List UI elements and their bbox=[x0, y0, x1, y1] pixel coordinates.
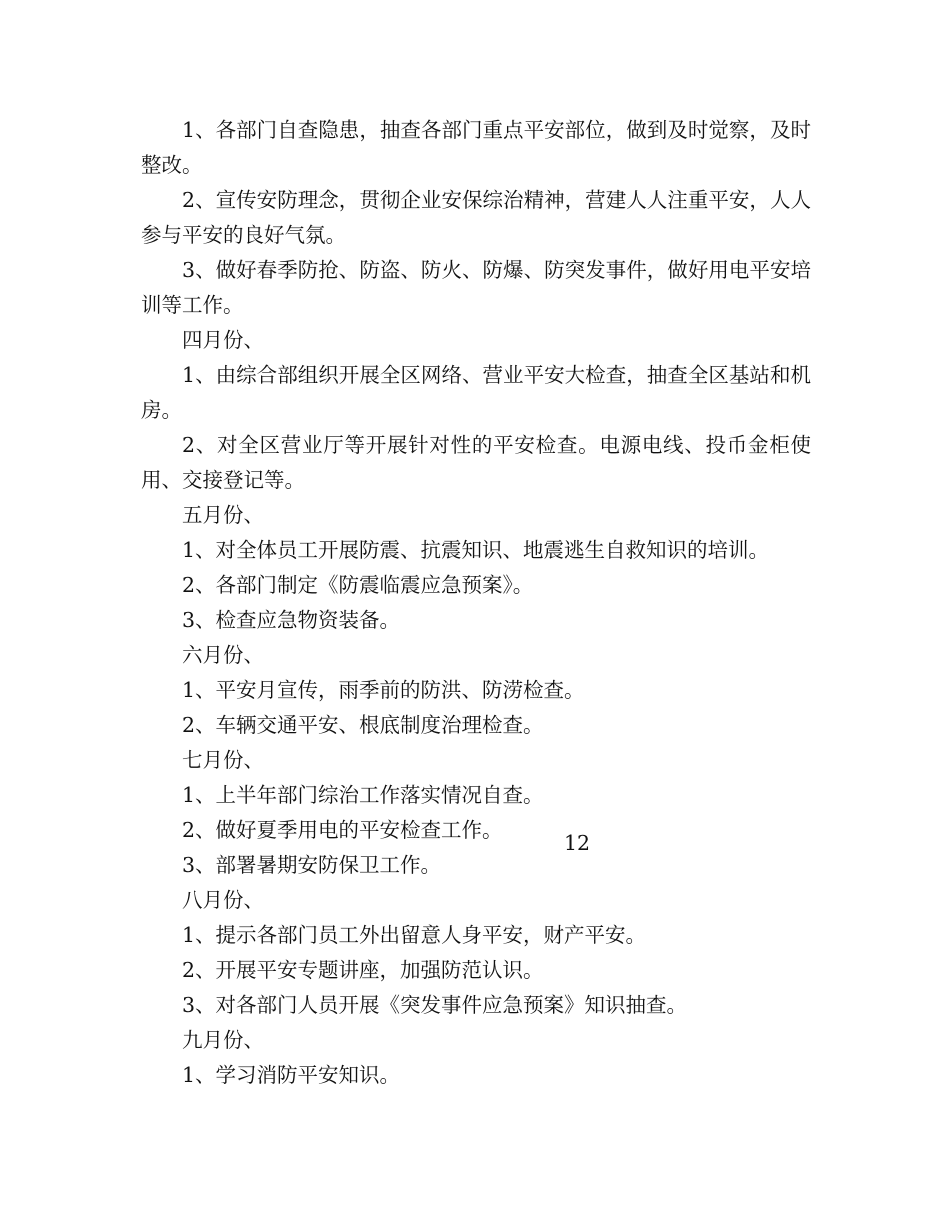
paragraph-8: 1、对全体员工开展防震、抗震知识、地震逃生自救知识的培训。 bbox=[182, 538, 770, 562]
paragraph-12: 1、平安月宣传，雨季前的防洪、防涝检查。 bbox=[182, 678, 585, 702]
paragraph-21: 3、对各部门人员开展《突发事件应急预案》知识抽查。 bbox=[182, 993, 688, 1017]
month-heading-april: 四月份、 bbox=[182, 328, 264, 352]
month-heading-july: 七月份、 bbox=[182, 748, 264, 772]
paragraph-9: 2、各部门制定《防震临震应急预案》。 bbox=[182, 573, 534, 597]
paragraph-3: 3、做好春季防抢、防盗、防火、防爆、防突发事件，做好用电平安培训等工作。 bbox=[141, 258, 811, 317]
paragraph-5: 1、由综合部组织开展全区网络、营业平安大检查，抽查全区基站和机房。 bbox=[141, 363, 811, 422]
paragraph-23: 1、学习消防平安知识。 bbox=[182, 1063, 401, 1087]
paragraph-20: 2、开展平安专题讲座，加强防范认识。 bbox=[182, 958, 544, 982]
month-heading-september: 九月份、 bbox=[182, 1028, 264, 1052]
paragraph-19: 1、提示各部门员工外出留意人身平安，财产平安。 bbox=[182, 923, 647, 947]
page-number: 12 bbox=[564, 831, 591, 855]
paragraph-1: 1、各部门自查隐患，抽查各部门重点平安部位，做到及时觉察，及时整改。 bbox=[141, 118, 811, 177]
paragraph-15: 1、上半年部门综治工作落实情况自查。 bbox=[182, 783, 544, 807]
month-heading-june: 六月份、 bbox=[182, 643, 264, 667]
month-heading-may: 五月份、 bbox=[182, 503, 264, 527]
month-heading-august: 八月份、 bbox=[182, 888, 264, 912]
paragraph-16: 2、做好夏季用电的平安检查工作。 bbox=[182, 818, 503, 842]
paragraph-13: 2、车辆交通平安、根底制度治理检查。 bbox=[182, 713, 544, 737]
document-body bbox=[141, 113, 811, 1093]
paragraph-2: 2、宣传安防理念，贯彻企业安保综治精神，营建人人注重平安，人人参与平安的良好气氛。 bbox=[141, 188, 811, 247]
paragraph-6: 2、对全区营业厅等开展针对性的平安检查。电源电线、投币金柜使用、交接登记等。 bbox=[141, 433, 811, 492]
paragraph-10: 3、检查应急物资装备。 bbox=[182, 608, 401, 632]
paragraph-17: 3、部署暑期安防保卫工作。 bbox=[182, 853, 442, 877]
